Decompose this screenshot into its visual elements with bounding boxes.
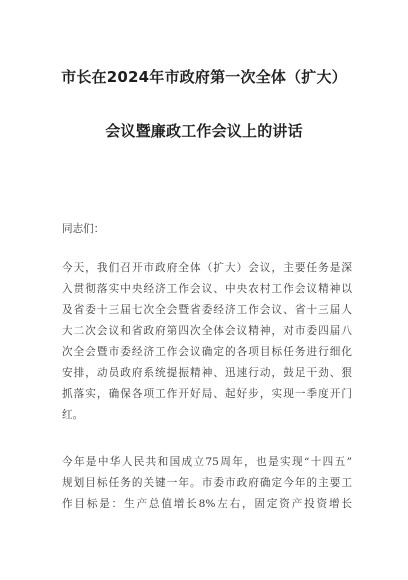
paragraph-1-line: 入贯彻落实中央经济工作会议、中央农村工作会议精神以: [62, 283, 352, 295]
paragraph-2-line: 规划目标任务的关键一年。市委市政府确定今年的主要工: [62, 477, 352, 489]
paragraph-1: [62, 258, 352, 426]
paragraph-2-line: 今年是中华人民共和国成立75周年，也是实现“十四五”: [62, 456, 352, 468]
paragraph-1-line: 今天，我们召开市政府全体（扩大）会议，主要任务是深: [62, 262, 352, 274]
paragraph-1-line: 抓落实，确保各项工作开好局、起好步，实现一季度开门: [62, 388, 352, 400]
paragraph-1-line: 红。: [62, 409, 84, 421]
paragraph-1-line: 及省委十三届七次全会暨省委经济工作会议、省十三届人: [62, 304, 352, 316]
paragraph-2: [62, 452, 352, 515]
paragraph-1-line: 次全会暨市委经济工作会议确定的各项目标任务进行细化: [62, 346, 352, 358]
document-title-line-2: 会议暨廉政工作会议上的讲话: [105, 122, 303, 140]
paragraph-1-line: 安排，动员政府系统提振精神、迅速行动，鼓足干劲、狠: [62, 367, 352, 379]
salutation: [62, 219, 352, 240]
salutation-text: 同志们：: [62, 223, 105, 235]
paragraph-1-line: 大二次会议和省政府第四次全体会议精神，对市委四届八: [62, 325, 352, 337]
paragraph-2-line: 作目标是：生产总值增长8%左右，固定资产投资增长: [62, 498, 352, 510]
document-title-line-1: 市长在2024年市政府第一次全体（扩大）: [61, 68, 347, 86]
